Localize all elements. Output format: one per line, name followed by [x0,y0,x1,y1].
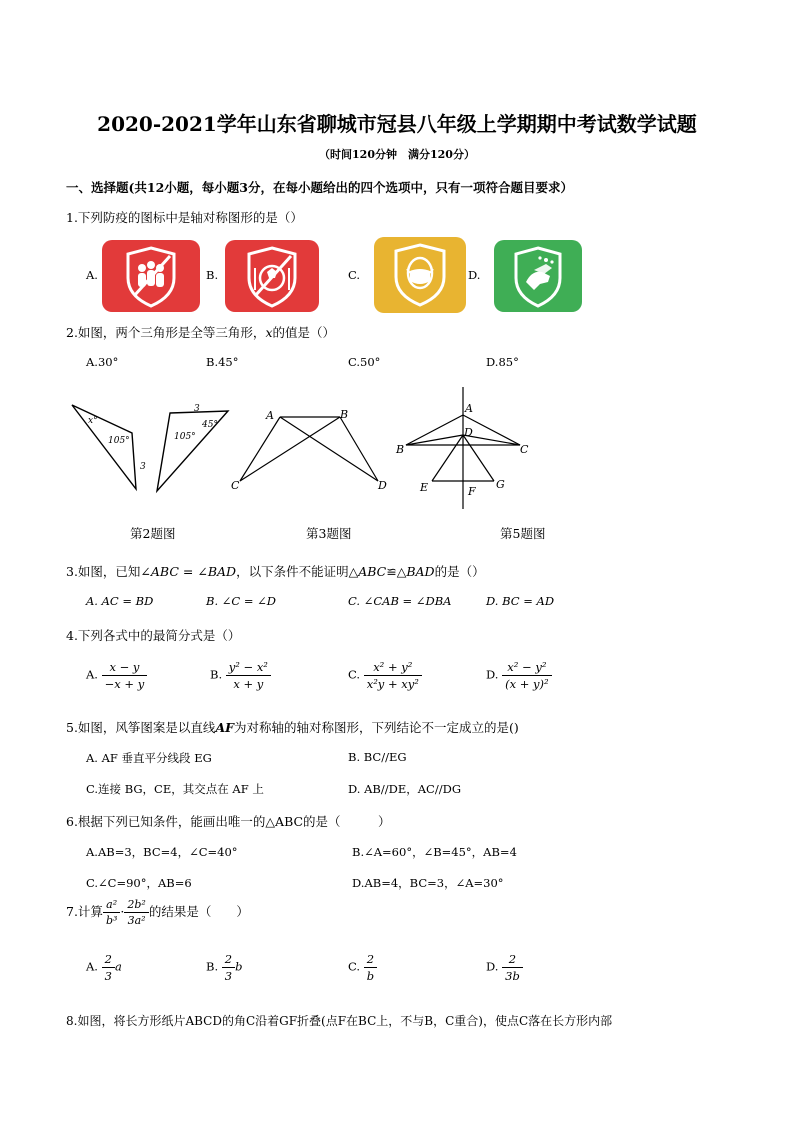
q3-option-d: D. BC = AD [486,594,555,608]
q4-option-d: D. $\frac{\text{x² − y²}}{\text{(x + y)²}}$ [486,660,552,691]
question-2-stem: 2.如图，两个三角形是全等三角形，x的值是（） [66,325,336,340]
fig5-label-f: F [468,485,476,498]
q6-option-c: C.∠C=90°，AB=6 [86,876,192,890]
q1-label-c: C. [348,268,361,282]
q5-option-a: A. AF 垂直平分线段 EG [86,751,212,765]
fig3-label-b: B [340,408,349,421]
q1-label-d: D. [468,268,481,282]
no-wild-animal-food-icon [225,240,319,312]
q4-option-a: A. $\frac{x - y}{-x + y}$ [86,660,147,691]
question-7-stem: 7.计算 $\frac{\text{a²}}{\text{b³}}$ · $\frac{\text{2b²}}{\text{3a²}}$ 的结果是（ ） [66,898,249,927]
fig2-side-3a: 3 [140,462,146,472]
q2-option-d: D.85° [486,355,519,369]
fig5-label-c: C [520,443,529,456]
exam-duration-and-score: （时间120分钟 满分120分） [319,148,475,161]
q3-option-c: C. ∠CAB = ∠DBA [348,594,452,608]
q2-option-c: C.50° [348,355,381,369]
q3-option-b: B. ∠C = ∠D [206,594,276,608]
fig2-angle-105a: 105° [108,436,130,446]
q7-option-d: D. $\frac{2}{3b}$ [486,952,523,983]
fig2-angle-45: 45° [202,420,218,430]
q7-option-b: B. $\frac{2}{3}$ b [206,952,243,983]
question-8-stem: 8.如图，将长方形纸片ABCD的角C沿着GF折叠(点F在BC上，不与B，C重合)，使点C落在长方形内部 [66,1014,613,1028]
caption-fig2: 第2题图 [130,526,176,541]
question-4-stem: 4.下列各式中的最简分式是（） [66,628,241,643]
q5-option-b: B. BC//EG [348,750,407,764]
q4-option-b: B. $\frac{\text{y² − x²}}{x + y}$ [210,660,271,691]
q2-option-b: B.45° [206,355,239,369]
q5-option-c: C.连接 BG，CE，其交点在 AF 上 [86,782,264,796]
no-gathering-icon [102,240,200,312]
page-title: 2020-2021学年山东省聊城市冠县八年级上学期期中考试数学试题 [97,112,697,136]
fig3-label-c: C [231,479,240,492]
q7-option-c: C. $\frac{2}{b}$ [348,952,377,983]
fig5-label-g: G [496,478,505,491]
question-3-stem: 3.如图，已知∠ABC = ∠BAD，以下条件不能证明△ABC≌△BAD的是（） [66,564,485,579]
q1-label-a: A. [86,268,98,282]
q6-option-a: A.AB=3，BC=4，∠C=40° [86,845,238,859]
q7-option-a: A. $\frac{2}{3}$ a [86,952,122,983]
fig2-side-3b: 3 [194,404,200,414]
question-5-stem: 5.如图，风筝图案是以直线AF为对称轴的轴对称图形，下列结论不一定成立的是() [66,720,519,735]
q3-option-a: A. AC = BD [86,594,154,608]
q6-option-b: B.∠A=60°，∠B=45°，AB=4 [352,845,517,859]
question-6-stem: 6.根据下列已知条件，能画出唯一的△ABC的是（ ） [66,814,391,829]
fig3-label-d: D [378,479,387,492]
q2-option-a: A.30° [86,355,119,369]
question-1-stem: 1.下列防疫的图标中是轴对称图形的是（） [66,210,303,225]
fig5-label-e: E [420,481,429,494]
figures-row [60,385,740,515]
caption-fig3: 第3题图 [306,526,352,541]
fig5-label-d: D [464,426,473,439]
wash-hands-icon [494,240,582,312]
caption-fig5: 第5题图 [500,526,546,541]
figure-3-quadrilateral [240,417,378,481]
fig2-angle-105b: 105° [174,432,196,442]
q5-option-d: D. AB//DE，AC//DG [348,782,462,796]
q4-option-c: C. $\frac{\text{x² + y²}}{\text{x²y + xy²}}$ [348,660,422,691]
wear-mask-icon [374,237,466,313]
fig5-label-a: A [465,402,473,415]
q1-label-b: B. [206,268,219,282]
fig3-label-a: A [266,409,274,422]
q6-option-d: D.AB=4，BC=3，∠A=30° [352,876,504,890]
fig2-angle-x: x° [88,416,98,426]
section-heading: 一、选择题(共12小题，每小题3分，在每小题给出的四个选项中，只有一项符合题目要求） [66,180,574,195]
fig5-label-b: B [396,443,405,456]
